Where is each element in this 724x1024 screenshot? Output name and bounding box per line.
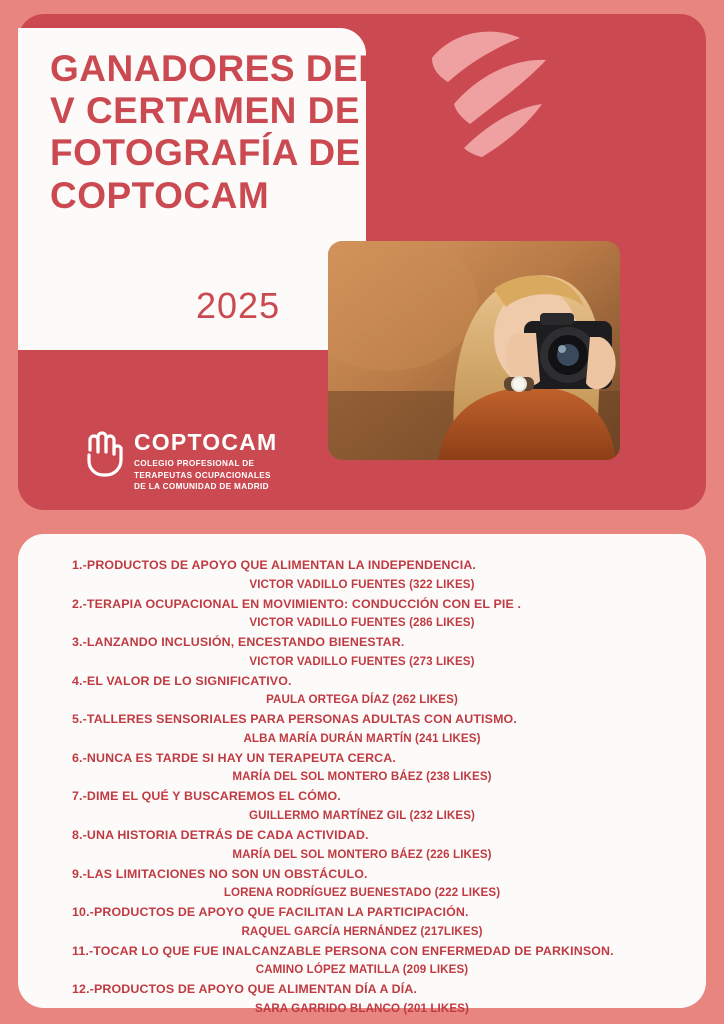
entry-author: LORENA RODRÍGUEZ BUENESTADO (222 LIKES) [223,886,501,900]
entry-author: RAQUEL GARCÍA HERNÁNDEZ (217LIKES) [241,924,483,938]
entry-title: 3.-LANZANDO INCLUSIÓN, ENCESTANDO BIENESTAR. [72,635,405,650]
entry-title: 1.-PRODUCTOS DE APOYO QUE ALIMENTAN LA INDEPENDENCIA. [72,558,477,572]
entry-author: PAULA ORTEGA DÍAZ (262 LIKES) [266,693,458,707]
entry-title: 8.-UNA HISTORIA DETRÁS DE CADA ACTIVIDAD. [72,827,369,842]
logo-subtitle [134,458,277,493]
list-item [44,749,680,787]
entry-title: 6.-NUNCA ES TARDE SI HAY UN TERAPEUTA CERCA. [72,750,396,765]
entry-title: 2.-TERAPIA OCUPACIONAL EN MOVIMIENTO: CONDUCCIÓN CON EL PIE . [72,596,522,611]
list-item [44,556,680,594]
winners-list [18,534,706,1015]
entry-title: 10.-PRODUCTOS DE APOYO QUE FACILITAN LA PARTICIPACIÓN. [72,905,469,920]
entry-author: SARA GARRIDO BLANCO (201 LIKES) [255,1001,469,1015]
title-line-4: COPTOCAM [50,174,270,216]
list-item [44,672,680,710]
list-item [44,865,680,903]
logo-name: COPTOCAM [134,429,278,455]
entry-author: VICTOR VADILLO FUENTES (286 LIKES) [249,616,475,630]
list-item [44,595,680,633]
entry-author: MARÍA DEL SOL MONTERO BÁEZ (238 LIKES) [232,770,492,784]
year-label: 2025 [196,285,281,326]
entry-title: 12.-PRODUCTOS DE APOYO QUE ALIMENTAN DÍA A DÍA. [72,982,418,997]
entry-title: 11.-TOCAR LO QUE FUE INALCANZABLE PERSONA CON ENFERMEDAD DE PARKINSON. [72,943,614,958]
winner-photo [328,241,620,460]
entry-author: VICTOR VADILLO FUENTES (273 LIKES) [249,654,475,668]
title-line-2: V CERTAMEN DE [50,90,361,132]
entry-title: 9.-LAS LIMITACIONES NO SON UN OBSTÁCULO. [72,866,368,881]
logo-subtitle-line-3: DE LA COMUNIDAD DE MADRID [134,482,269,492]
entry-author: VICTOR VADILLO FUENTES (322 LIKES) [249,577,475,591]
title-line-1: GANADORES DEL [50,48,382,89]
page-title [50,48,470,217]
list-item [44,942,680,980]
list-item [44,980,680,1018]
entry-title: 5.-TALLERES SENSORIALES PARA PERSONAS ADULTAS CON AUTISMO. [72,712,517,727]
entry-author: GUILLERMO MARTÍNEZ GIL (232 LIKES) [248,808,476,822]
entry-author: MARÍA DEL SOL MONTERO BÁEZ (226 LIKES) [232,847,492,861]
entry-author: ALBA MARÍA DURÁN MARTÍN (241 LIKES) [243,731,481,745]
title-line-3: FOTOGRAFÍA DE [50,132,361,174]
coptocam-logo [82,428,277,493]
list-item [44,903,680,941]
entry-title: 7.-DIME EL QUÉ Y BUSCAREMOS EL CÓMO. [72,789,341,804]
list-item [44,787,680,825]
list-item [44,826,680,864]
entry-title: 4.-EL VALOR DE LO SIGNIFICATIVO. [72,673,292,688]
hand-logo-icon [82,428,124,480]
entry-author: CAMINO LÓPEZ MATILLA (209 LIKES) [255,963,469,977]
list-item [44,633,680,671]
list-item [44,710,680,748]
logo-subtitle-line-1: COLEGIO PROFESIONAL DE [134,459,255,468]
logo-subtitle-line-2: TERAPEUTAS OCUPACIONALES [134,470,271,480]
